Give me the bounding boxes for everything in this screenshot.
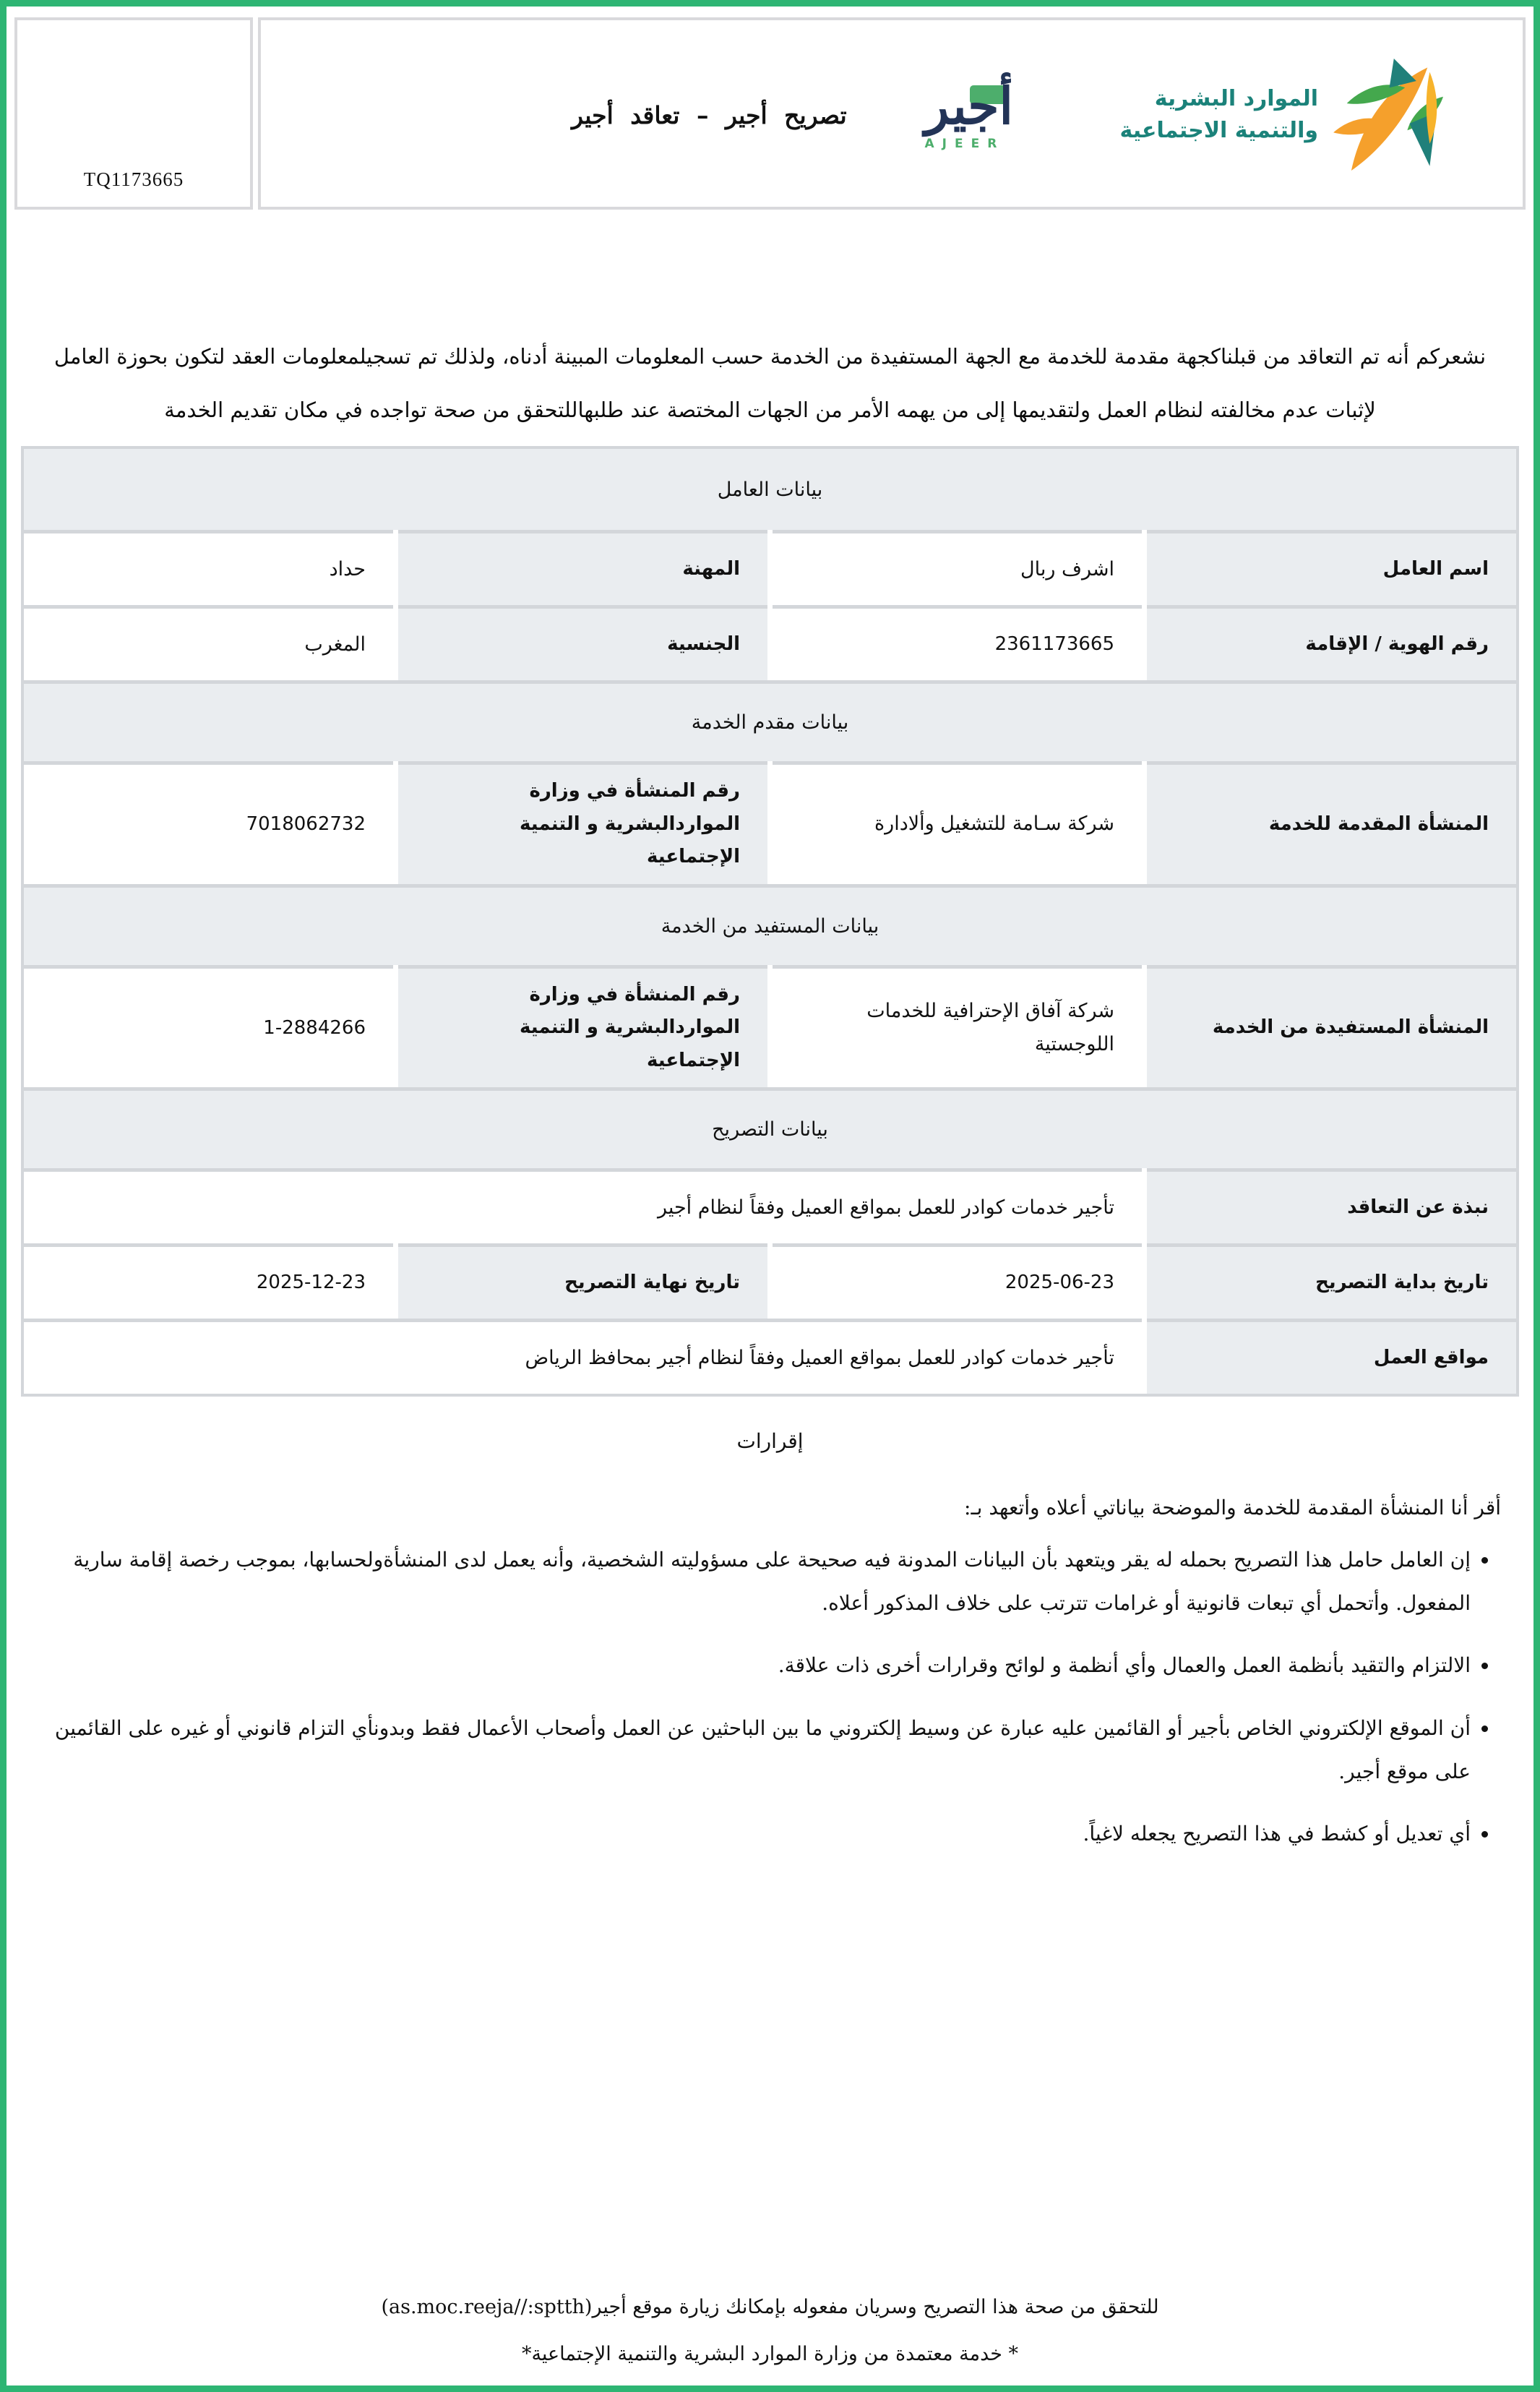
title-logo-box bbox=[258, 17, 1526, 210]
ajeer-logo-latin: AJEER bbox=[924, 137, 1005, 151]
nationality-label: الجنسية bbox=[398, 605, 767, 680]
id-number-value bbox=[773, 605, 1142, 680]
document-header bbox=[14, 17, 1526, 210]
ministry-logo-line2: والتنمية الاجتماعية bbox=[1119, 117, 1318, 143]
worker-name-label: اسم العامل bbox=[1147, 530, 1516, 605]
contract-brief-value: تأجير خدمات كوادر للعمل بمواقع العميل وفقاً لنظام أجير bbox=[24, 1168, 1142, 1243]
page-title: تصريح أجير – تعاقد أجير bbox=[572, 101, 847, 129]
ministry-palm-emblem-icon bbox=[1331, 59, 1443, 171]
provider-number: 7018062732 bbox=[246, 813, 366, 836]
verify-line bbox=[7, 2292, 1533, 2323]
provider-number-label: رقم المنشأة في وزارة المواردالبشرية و التنمية الإجتماعية bbox=[398, 761, 767, 884]
declarations-section bbox=[39, 1429, 1501, 1874]
approved-line: * خدمة معتمدة من وزارة الموارد البشرية والتنمية الإجتماعية* bbox=[521, 2342, 1019, 2365]
contract-brief-label: نبذة عن التعاقد bbox=[1147, 1168, 1516, 1243]
ministry-logo-line1: الموارد البشرية bbox=[1154, 86, 1318, 111]
id-number-label: رقم الهوية / الإقامة bbox=[1147, 605, 1516, 680]
provider-number-value bbox=[24, 761, 393, 884]
section-header-worker: بيانات العامل bbox=[24, 449, 1516, 530]
doc-number: TQ1173665 bbox=[83, 168, 184, 190]
provider-name-label: المنشأة المقدمة للخدمة bbox=[1147, 761, 1516, 884]
end-date-value bbox=[24, 1243, 393, 1319]
beneficiary-name-value: شركة آفاق الإحترافية للخدمات اللوجستية bbox=[773, 965, 1142, 1088]
beneficiary-number-value bbox=[24, 965, 393, 1088]
ajeer-logo bbox=[925, 78, 1059, 151]
logo-group bbox=[925, 48, 1443, 181]
declaration-item: • أن الموقع الإلكتروني الخاص بأجير أو القائمين عليه عبارة عن وسيط إلكتروني ما بين الباحثين عن العمل وأصحاب الأعمال فقط وبدونأي التزام قانوني أو غيره على القائمين على موقع أجير. bbox=[39, 1707, 1471, 1793]
end-date-label: تاريخ نهاية التصريح bbox=[398, 1243, 767, 1319]
section-header-provider: بيانات مقدم الخدمة bbox=[24, 680, 1516, 761]
ministry-logo-text bbox=[1120, 83, 1318, 146]
declaration-item: • إن العامل حامل هذا التصريح بحمله له يقر ويتعهد بأن البيانات المدونة فيه صحيحة على مسؤوليته الشخصية، وأنه يعمل لدى المنشأةولحسابها، بموجب رخصة إقامة سارية المفعول. وأتحمل أي تبعات قانونية أو غرامات تترتب على خلاف المذكور أعلاه. bbox=[39, 1538, 1471, 1625]
work-locations-value: تأجير خدمات كوادر للعمل بمواقع العميل وفقاً لنظام أجير بمحافظ الرياض bbox=[24, 1319, 1142, 1394]
section-header-beneficiary: بيانات المستفيد من الخدمة bbox=[24, 884, 1516, 965]
work-locations-label: مواقع العمل bbox=[1147, 1319, 1516, 1394]
declaration-item: • الالتزام والتقيد بأنظمة العمل والعمال وأي أنظمة و لوائح وقرارات أخرى ذات علاقة. bbox=[39, 1644, 1471, 1687]
ajeer-logo-arabic: أجير bbox=[924, 76, 1013, 136]
verify-url: (as.moc.reeja//:sptth) bbox=[381, 2295, 593, 2318]
declarations-intro: أقر أنا المنشأة المقدمة للخدمة والموضحة بياناتي أعلاه وأتعهد بـ: bbox=[964, 1496, 1501, 1519]
profession-label: المهنة bbox=[398, 530, 767, 605]
permit-data-table bbox=[21, 446, 1519, 1397]
id-number: 2361173665 bbox=[994, 633, 1114, 656]
declarations-heading: إقرارات bbox=[736, 1429, 804, 1453]
beneficiary-number-label: رقم المنشأة في وزارة المواردالبشرية و التنمية الإجتماعية bbox=[398, 965, 767, 1088]
ministry-logo bbox=[1120, 59, 1443, 171]
beneficiary-number: 1-2884266 bbox=[263, 1016, 366, 1039]
start-date: 2025-06-23 bbox=[1005, 1272, 1114, 1294]
intro-paragraph: نشعركم أنه تم التعاقد من قبلناكجهة مقدمة للخدمة مع الجهة المستفيدة من الخدمة حسب المعلومات المبينة أدناه، ولذلك تم تسجيلمعلومات العقد لتكون بحوزة العامل لإثبات عدم مخالفته لنظام العمل ولتقديمها إلى من يهمه الأمر من الجهات المختصة عند طلبهاللتحقق من صحة تواجده في مكان تقديم الخدمة bbox=[53, 344, 1487, 422]
end-date: 2025-12-23 bbox=[256, 1272, 366, 1294]
profession-value: حداد bbox=[24, 530, 393, 605]
declaration-item: • أي تعديل أو كشط في هذا التصريح يجعله لاغياً. bbox=[39, 1812, 1471, 1856]
nationality-value: المغرب bbox=[24, 605, 393, 680]
start-date-label: تاريخ بداية التصريح bbox=[1147, 1243, 1516, 1319]
document-footer bbox=[7, 2276, 1533, 2370]
doc-number-box bbox=[14, 17, 253, 210]
declarations-list bbox=[39, 1538, 1501, 1856]
provider-name-value: شركة سـامة للتشغيل وألادارة bbox=[773, 761, 1142, 884]
beneficiary-name-label: المنشأة المستفيدة من الخدمة bbox=[1147, 965, 1516, 1088]
section-header-permit: بيانات التصريح bbox=[24, 1087, 1516, 1168]
worker-name-value: اشرف ربال bbox=[773, 530, 1142, 605]
start-date-value bbox=[773, 1243, 1142, 1319]
verify-text: للتحقق من صحة هذا التصريح وسريان مفعوله بإمكانك زيارة موقع أجير bbox=[592, 2295, 1159, 2318]
